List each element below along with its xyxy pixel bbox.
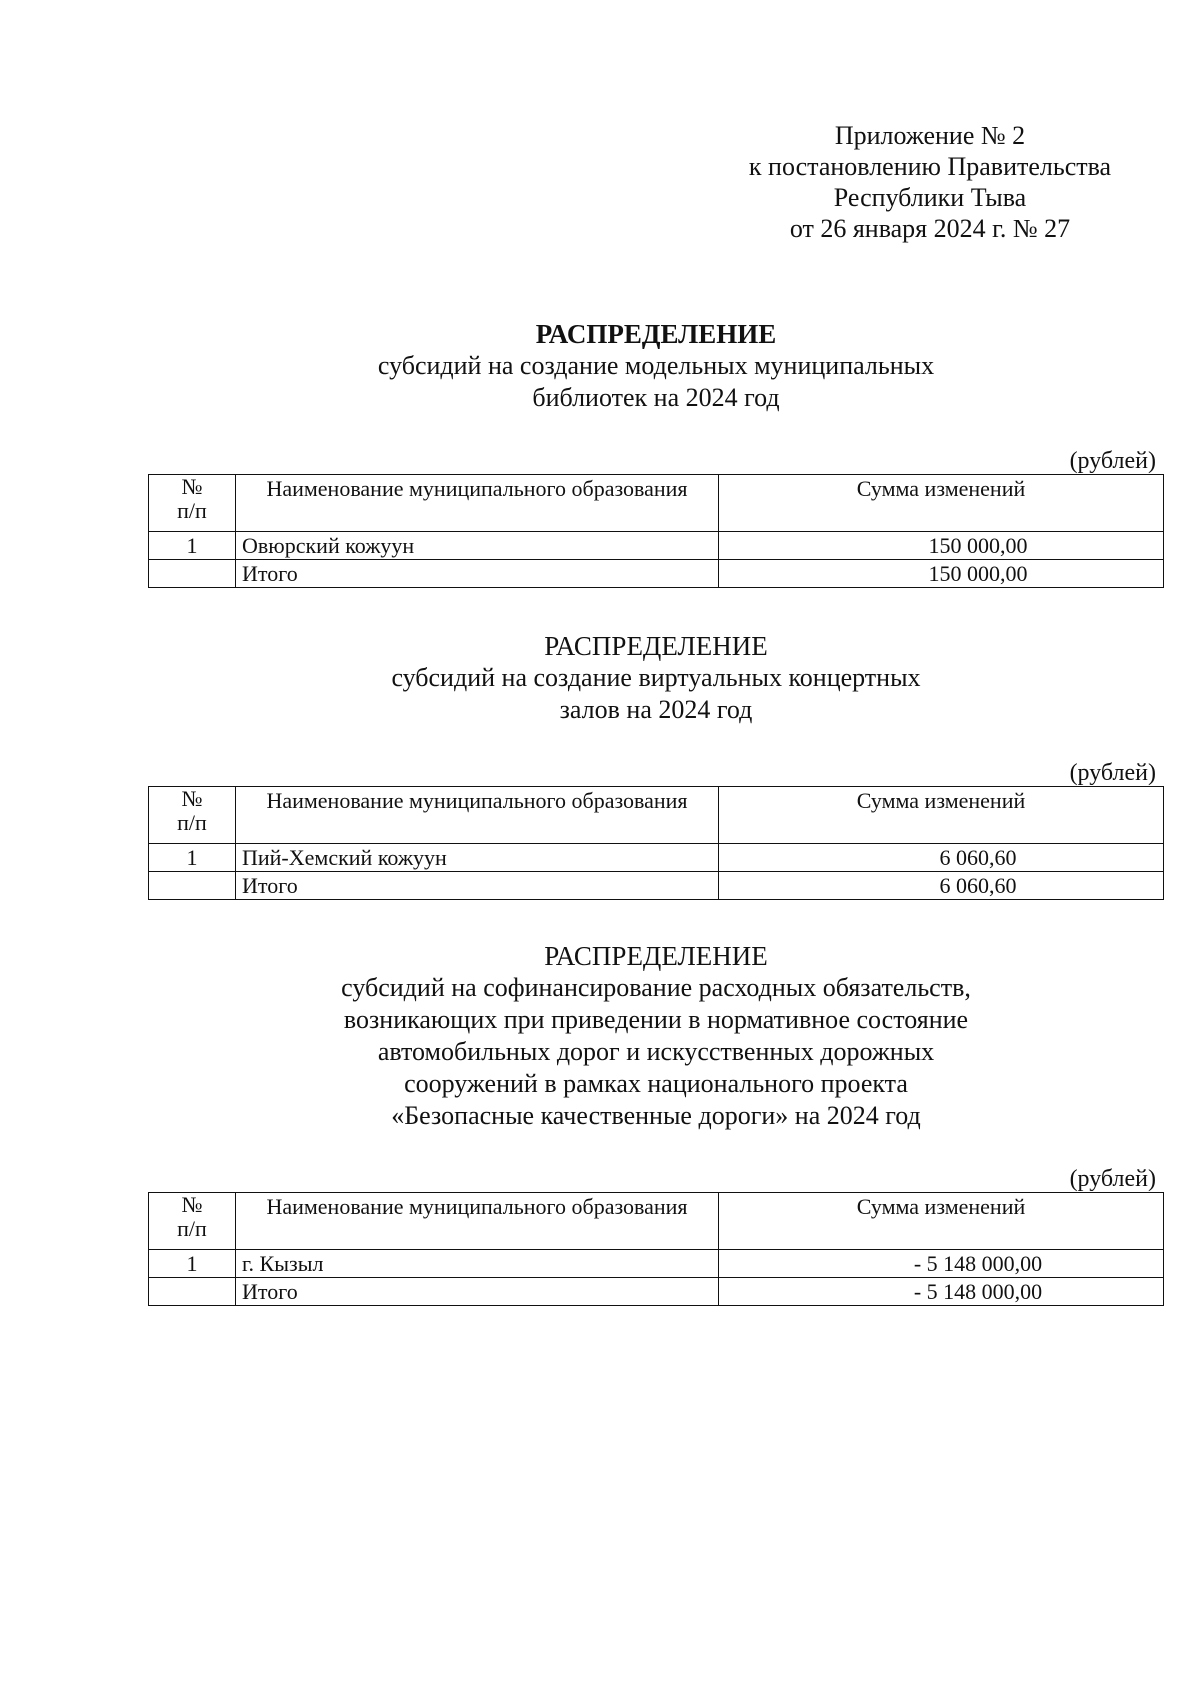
total-name: Итого (236, 872, 719, 900)
table-row (149, 844, 1164, 872)
row-name: Овюрский кожуун (236, 532, 719, 560)
section-libraries (148, 318, 1164, 588)
row-num: 1 (149, 844, 236, 872)
subtitle-line: возникающих при приведении в нормативное состояние (343, 1005, 969, 1034)
appendix-resolution: к постановлению Правительства (748, 152, 1112, 181)
unit-label: (рублей) (1069, 760, 1156, 786)
appendix-number: Приложение № 2 (834, 121, 1026, 150)
row-num: 1 (149, 1250, 236, 1278)
row-name: г. Кызыл (236, 1250, 719, 1278)
unit-label: (рублей) (1069, 448, 1156, 474)
table-total-row (149, 560, 1164, 588)
row-sum: - 5 148 000,00 (719, 1250, 1164, 1278)
subtitle-line: «Безопасные качественные дороги» на 2024 год (391, 1101, 921, 1130)
subtitle-line: субсидий на софинансирование расходных обязательств, (341, 973, 971, 1002)
total-num (149, 560, 236, 588)
table-total-row (149, 1278, 1164, 1306)
appendix-header (700, 120, 1160, 244)
header-num: № п/п (149, 1193, 236, 1250)
subtitle-line: библиотек на 2024 год (532, 383, 780, 412)
table-header-row (149, 787, 1164, 844)
section-title: РАСПРЕДЕЛЕНИЕ (535, 319, 777, 349)
header-name: Наименование муниципального образования (236, 787, 719, 844)
subtitle-line: субсидий на создание виртуальных концертных (391, 663, 921, 692)
header-num: № п/п (149, 787, 236, 844)
appendix-date: от 26 января 2024 г. № 27 (789, 214, 1071, 243)
section-title: РАСПРЕДЕЛЕНИЕ (544, 631, 768, 661)
header-sum: Сумма изменений (719, 787, 1164, 844)
subtitle-line: сооружений в рамках национального проекта (404, 1069, 908, 1098)
row-sum: 6 060,60 (719, 844, 1164, 872)
section-roads (148, 940, 1164, 1306)
distribution-table (148, 786, 1164, 900)
appendix-republic: Республики Тыва (833, 183, 1027, 212)
table-row (149, 1250, 1164, 1278)
table-total-row (149, 872, 1164, 900)
total-sum: - 5 148 000,00 (719, 1278, 1164, 1306)
subtitle-line: субсидий на создание модельных муниципальных (377, 351, 935, 380)
section-title: РАСПРЕДЕЛЕНИЕ (544, 941, 768, 971)
section-subtitle (148, 972, 1164, 1132)
total-name: Итого (236, 1278, 719, 1306)
header-sum: Сумма изменений (719, 475, 1164, 532)
header-sum: Сумма изменений (719, 1193, 1164, 1250)
row-sum: 150 000,00 (719, 532, 1164, 560)
unit-label: (рублей) (1069, 1166, 1156, 1192)
total-sum: 6 060,60 (719, 872, 1164, 900)
total-num (149, 1278, 236, 1306)
header-name: Наименование муниципального образования (236, 1193, 719, 1250)
total-name: Итого (236, 560, 719, 588)
subtitle-line: залов на 2024 год (559, 695, 753, 724)
table-header-row (149, 475, 1164, 532)
section-concert-halls (148, 630, 1164, 900)
header-num: № п/п (149, 475, 236, 532)
total-sum: 150 000,00 (719, 560, 1164, 588)
distribution-table (148, 1192, 1164, 1306)
row-num: 1 (149, 532, 236, 560)
distribution-table (148, 474, 1164, 588)
section-subtitle (148, 350, 1164, 414)
total-num (149, 872, 236, 900)
section-subtitle (148, 662, 1164, 726)
row-name: Пий-Хемский кожуун (236, 844, 719, 872)
table-row (149, 532, 1164, 560)
subtitle-line: автомобильных дорог и искусственных дорожных (377, 1037, 935, 1066)
table-header-row (149, 1193, 1164, 1250)
header-name: Наименование муниципального образования (236, 475, 719, 532)
